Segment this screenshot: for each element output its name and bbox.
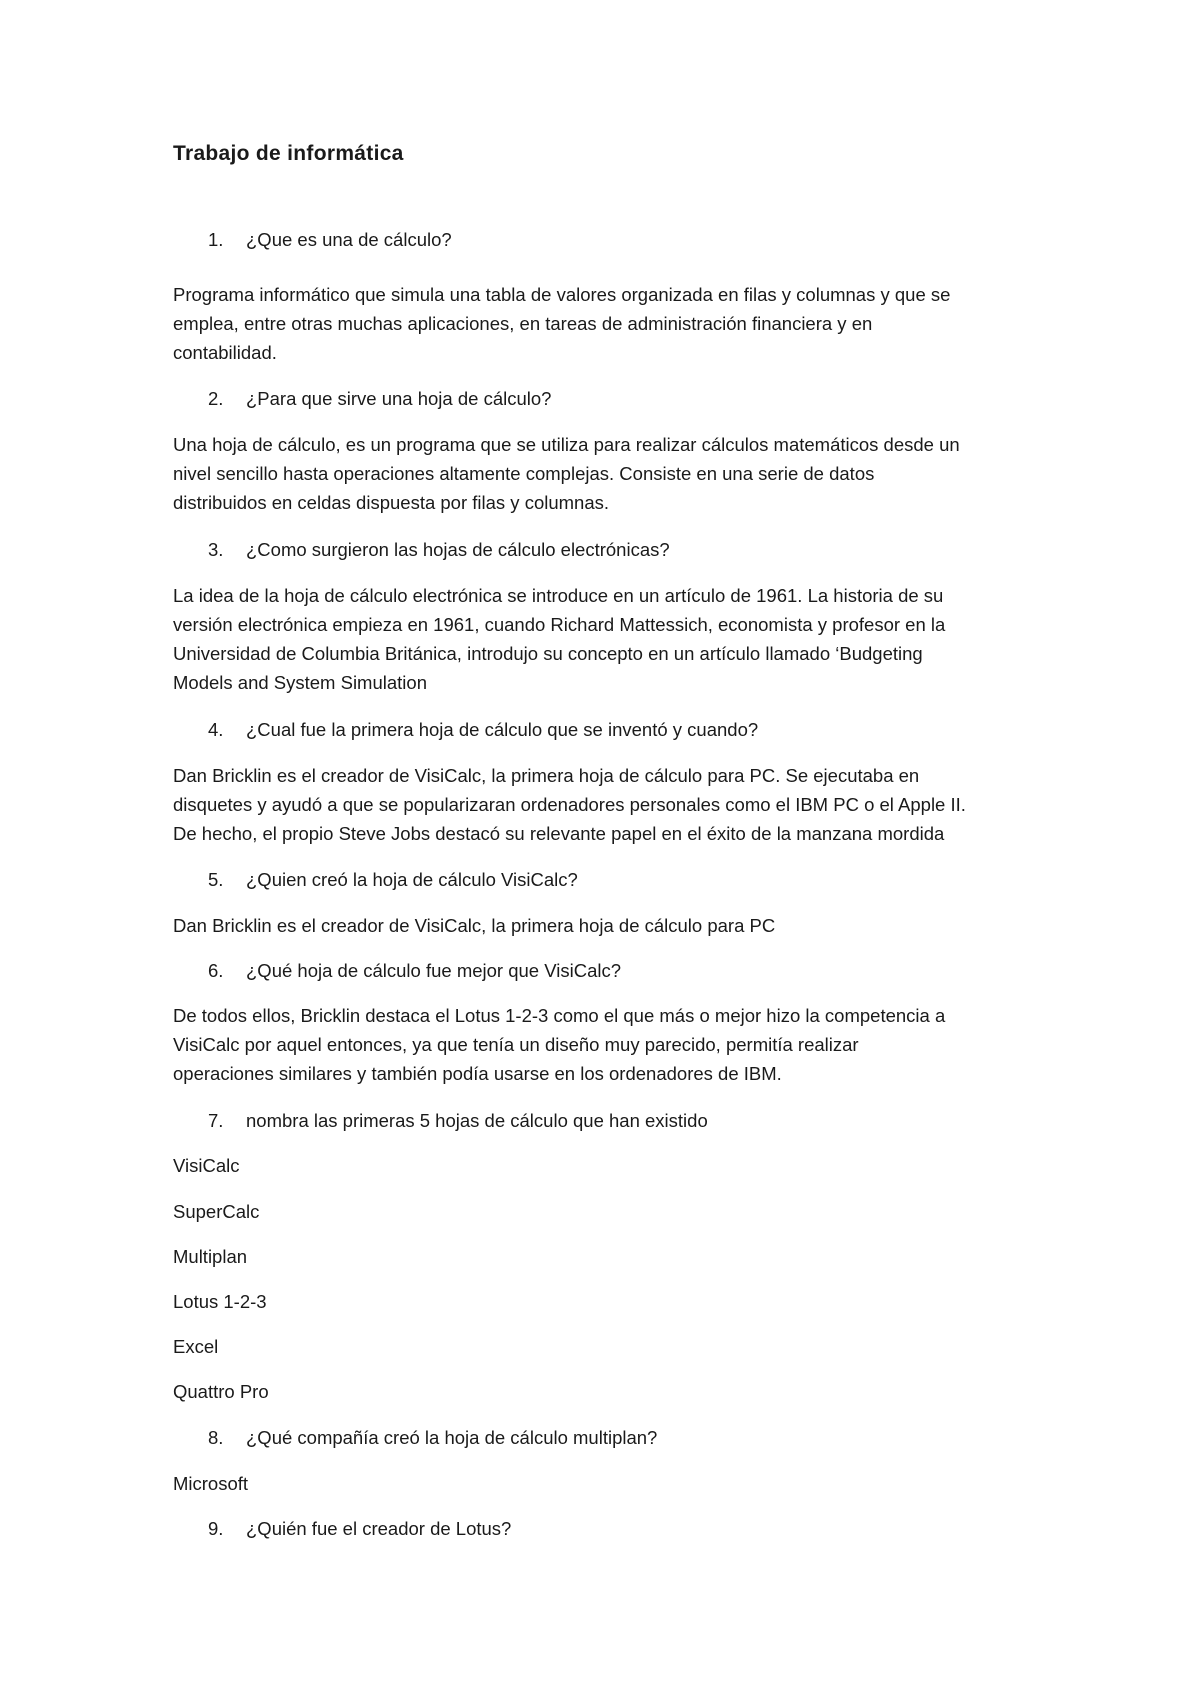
question-number: 6.: [208, 960, 224, 981]
answer-2: [173, 430, 1053, 517]
answer-line: operaciones similares y también podía usarse en los ordenadores de IBM.: [173, 1063, 782, 1084]
answer-8: Microsoft: [173, 1473, 249, 1494]
answer-line: Dan Bricklin es el creador de VisiCalc, la primera hoja de cálculo para PC: [173, 915, 776, 936]
answer-1: [173, 280, 1053, 367]
question-text: ¿Quién fue el creador de Lotus?: [246, 1518, 512, 1539]
document-title: Trabajo de informática: [173, 142, 404, 165]
question-text: ¿Como surgieron las hojas de cálculo electrónicas?: [246, 539, 670, 560]
question-1: [208, 225, 452, 254]
question-8: [208, 1423, 657, 1452]
question-number: 2.: [208, 388, 224, 409]
answer-5: [173, 911, 1053, 940]
question-text: nombra las primeras 5 hojas de cálculo que han existido: [246, 1110, 708, 1131]
question-text: ¿Qué compañía creó la hoja de cálculo multiplan?: [246, 1427, 658, 1448]
answer-line: Models and System Simulation: [173, 672, 427, 693]
answer-line: Dan Bricklin es el creador de VisiCalc, la primera hoja de cálculo para PC. Se ejecutaba en: [173, 765, 920, 786]
answer-line: La idea de la hoja de cálculo electrónica se introduce en un artículo de 1961. La historia de su: [173, 585, 944, 606]
answer-6: [173, 1001, 1053, 1088]
answer-line: VisiCalc por aquel entonces, ya que tenía un diseño muy parecido, permitía realizar: [173, 1034, 859, 1055]
question-3: [208, 535, 670, 564]
question-number: 3.: [208, 539, 224, 560]
list-item: SuperCalc: [173, 1201, 260, 1222]
question-number: 1.: [208, 229, 224, 250]
question-number: 4.: [208, 719, 224, 740]
answer-3: [173, 581, 1053, 697]
answer-line: versión electrónica empieza en 1961, cuando Richard Mattessich, economista y profesor en la: [173, 614, 946, 635]
answer-line: De hecho, el propio Steve Jobs destacó su relevante papel en el éxito de la manzana mordida: [173, 823, 945, 844]
list-item: VisiCalc: [173, 1155, 240, 1176]
question-text: ¿Cual fue la primera hoja de cálculo que se inventó y cuando?: [246, 719, 759, 740]
question-5: [208, 865, 578, 894]
answer-line: contabilidad.: [173, 342, 277, 363]
answer-line: De todos ellos, Bricklin destaca el Lotus 1-2-3 como el que más o mejor hizo la competencia a: [173, 1005, 946, 1026]
answer-line: Una hoja de cálculo, es un programa que se utiliza para realizar cálculos matemáticos desde un: [173, 434, 960, 455]
answer-line: distribuidos en celdas dispuesta por filas y columnas.: [173, 492, 610, 513]
list-item: Lotus 1-2-3: [173, 1291, 267, 1312]
answer-line: Programa informático que simula una tabla de valores organizada en filas y columnas y que se: [173, 284, 951, 305]
question-6: [208, 956, 621, 985]
answer-line: Universidad de Columbia Británica, introdujo su concepto en un artículo llamado ‘Budgeting: [173, 643, 923, 664]
question-text: ¿Para que sirve una hoja de cálculo?: [246, 388, 552, 409]
answer-line: emplea, entre otras muchas aplicaciones, en tareas de administración financiera y en: [173, 313, 873, 334]
question-7: [208, 1106, 708, 1135]
question-text: ¿Qué hoja de cálculo fue mejor que VisiCalc?: [246, 960, 622, 981]
question-number: 5.: [208, 869, 224, 890]
question-number: 7.: [208, 1110, 224, 1131]
list-item: Multiplan: [173, 1246, 248, 1267]
question-4: [208, 715, 758, 744]
answer-line: disquetes y ayudó a que se popularizaran ordenadores personales como el IBM PC o el Apple II.: [173, 794, 966, 815]
question-2: [208, 384, 551, 413]
list-item: Excel: [173, 1336, 219, 1357]
question-number: 9.: [208, 1518, 224, 1539]
question-number: 8.: [208, 1427, 224, 1448]
answer-line: nivel sencillo hasta operaciones altamente complejas. Consiste en una serie de datos: [173, 463, 875, 484]
question-text: ¿Quien creó la hoja de cálculo VisiCalc?: [246, 869, 578, 890]
answer-4: [173, 761, 1053, 848]
question-9: [208, 1514, 511, 1543]
list-item: Quattro Pro: [173, 1381, 269, 1402]
question-text: ¿Que es una de cálculo?: [246, 229, 452, 250]
